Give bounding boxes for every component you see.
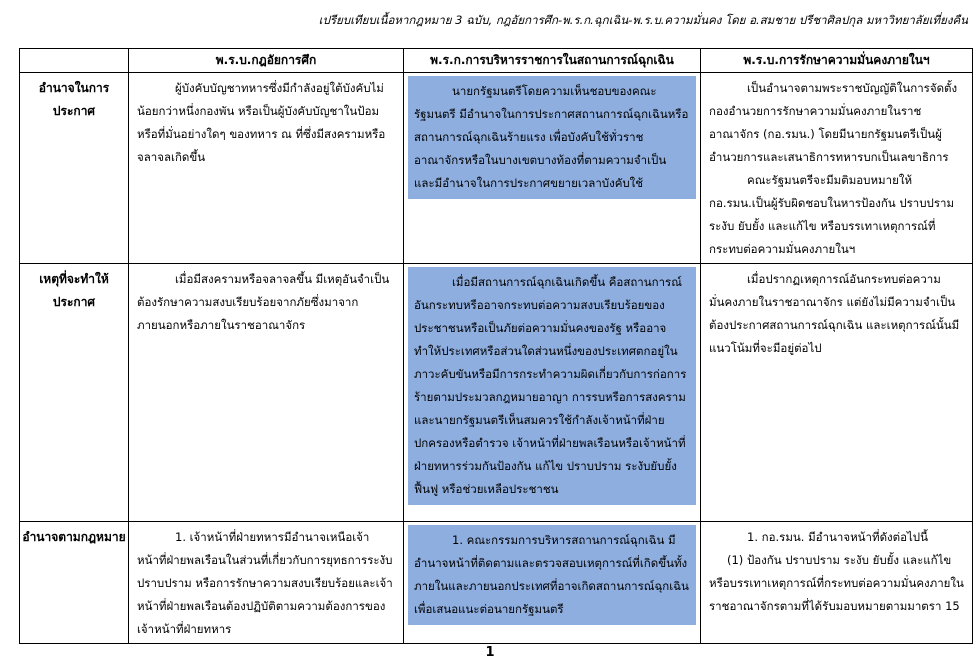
martial-law-cell [129,264,404,522]
internal-security-cell [701,73,973,264]
internal-security-cell [701,264,973,522]
cell-text: เป็นอำนาจตามพระราชบัญญัติในการจัดตั้งกองอำนวยการรักษาความมั่นคงภายในราชอาณาจักร (กอ.รมน.) โดยมีนายกรัฐมนตรีเป็นผู้อำนวยการและเสนาธิการทหารบกเป็นเลขาธิการ [709,81,958,164]
martial-law-cell [129,73,404,264]
document-header: เปรียบเทียบเนื้อหากฎหมาย 3 ฉบับ, กฎอัยการศึก-พ.ร.ก.ฉุกเฉิน-พ.ร.บ.ความมั่นคง โดย อ.สมชาย ปรีชาศิลปกุล มหาวิทยาลัยเที่ยงคืน [318,13,968,27]
table-row [20,264,973,522]
highlighted-text-box [408,76,696,199]
emergency-decree-cell [404,264,701,522]
column-header-martial-law: พ.ร.บ.กฎอัยการศึก [129,49,404,73]
row-label: เหตุที่จะทำให้ประกาศ [20,264,129,522]
table-header-row [20,49,973,73]
cell-text: คณะรัฐมนตรีจะมีมติมอบหมายให้ กอ.รมน.เป็นผู้รับผิดชอบในหารป้องกัน ปราบปราม ระงับ ยับยั้ง และแก้ไข หรือบรรเทาเหตุการณ์ที่กระทบต่อความมั่นคงภายในฯ [709,173,955,256]
table-row [20,73,973,264]
emergency-decree-cell [404,522,701,644]
cell-text: เมื่อปรากฏเหตุการณ์อันกระทบต่อความมั่นคงภายในราชอาณาจักร แต่ยังไม่มีความจำเป็นต้องประกาศสถานการณ์ฉุกเฉิน และเหตุการณ์นั้นมีแนวโน้มที่จะมีอยู่ต่อไป [709,272,960,355]
comparison-table [19,48,973,644]
column-header-internal-security: พ.ร.บ.การรักษาความมั่นคงภายในฯ [701,49,973,73]
cell-text: (1) ป้องกัน ปราบปราม ระงับ ยับยั้ง และแก้ไขหรือบรรเทาเหตุการณ์ที่กระทบต่อความมั่นคงภายในราชอาณาจักรตามที่ได้รับมอบหมายตามมาตรา 15 [709,553,964,613]
table-row [20,522,973,644]
row-label: อำนาจในการประกาศ [20,73,129,264]
cell-text: นายกรัฐมนตรีโดยความเห็นชอบของคณะรัฐมนตรี มีอำนาจในการประกาศสถานการณ์ฉุกเฉินหรือสถานการณ์ฉุกเฉินร้ายแรง เพื่อบังคับใช้ทั่วราชอาณาจักรหรือในบางเขตบางท้องที่ตามความจำเป็น และมีอำนาจในการประกาศขยายเวลาบังคับใช้ [414,84,689,190]
row-label: อำนาจตามกฎหมาย [20,522,129,644]
cell-text: 1. เจ้าหน้าที่ฝ่ายทหารมีอำนาจเหนือเจ้าหน้าที่ฝ่ายพลเรือนในส่วนที่เกี่ยวกับการยุทธการระงับปราบปราม หรือการรักษาความสงบเรียบร้อยและเจ้าหน้าที่ฝ่ายพลเรือนต้องปฏิบัติตามความต้องการของเจ้าหน้าที่ฝ่ายทหาร [137,530,393,636]
column-header [20,49,129,73]
cell-text: 1. คณะกรรมการบริหารสถานการณ์ฉุกเฉิน มีอำนาจหน้าที่ติดตามและตรวจสอบเหตุการณ์ที่เกิดขึ้นทั้งภายในและภายนอกประเทศที่อาจเกิดสถานการณ์ฉุกเฉินเพื่อเสนอแนะต่อนายกรัฐมนตรี [414,533,689,616]
martial-law-cell [129,522,404,644]
emergency-decree-cell [404,73,701,264]
cell-text: เมื่อมีสถานการณ์ฉุกเฉินเกิดขึ้น คือสถานการณ์อันกระทบหรืออาจกระทบต่อความสงบเรียบร้อยของประชาชนหรือเป็นภัยต่อความมั่นคงของรัฐ หรืออาจทำให้ประเทศหรือส่วนใดส่วนหนึ่งของประเทศตกอยู่ในภาวะคับขันหรือมีการกระทำความผิดเกี่ยวกับการก่อการร้ายตามประมวลกฎหมายอาญา การรบหรือการสงคราม และนายกรัฐมนตรีเห็นสมควรใช้กำลังเจ้าหน้าที่ฝ่ายปกครองหรือตำรวจ เจ้าหน้าที่ฝ่ายพลเรือนหรือเจ้าหน้าที่ฝ่ายทหารร่วมกันป้องกัน แก้ไข ปราบปราม ระงับยับยั้ง ฟื้นฟู หรือช่วยเหลือประชาชน [414,275,687,496]
highlighted-text-box [408,525,696,625]
highlighted-text-box [408,267,696,505]
internal-security-cell [701,522,973,644]
cell-text: 1. กอ.รมน. มีอำนาจหน้าที่ดังต่อไปนี้ [747,530,928,544]
cell-text: เมื่อมีสงครามหรือจลาจลขึ้น มีเหตุอันจำเป็นต้องรักษาความสงบเรียบร้อยจากภัยซึ่งมาจากภายนอกหรือภายในราชอาณาจักร [137,272,390,332]
page-number: 1 [485,645,495,660]
column-header-emergency-decree: พ.ร.ก.การบริหารราชการในสถานการณ์ฉุกเฉิน [404,49,701,73]
cell-text: ผู้บังคับบัญชาทหารซึ่งมีกำลังอยู่ใต้บังคับไม่น้อยกว่าหนึ่งกองพัน หรือเป็นผู้บังคับบัญชาในป้อมหรือที่มั่นอย่างใดๆ ของทหาร ณ ที่ซึ่งมีสงครามหรือจลาจลเกิดขึ้น [137,81,386,164]
